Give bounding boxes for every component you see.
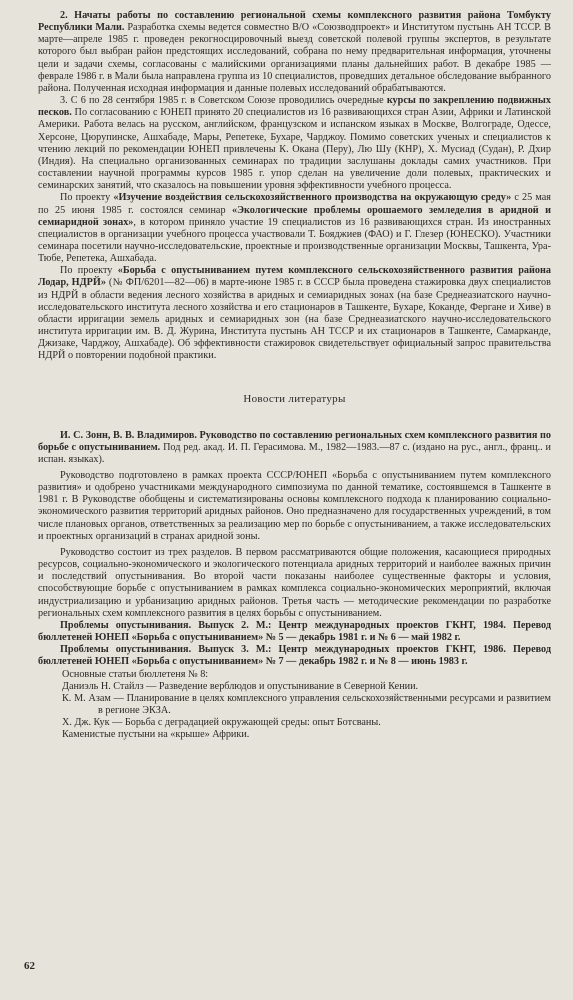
bibliography-entry xyxy=(38,620,551,644)
paragraph-guide-summary: Руководство подготовлено в рамках проекта СССР/ЮНЕП «Борьба с опустыниванием путем комплексного развития» и одобрено участниками международного симпозиума по данной тематике, состоявшемся в Ташкенте в 1981 г. В Руководстве обобщены и систематизированы основы комплексного подхода к планированию социально-экономического развития территорий аридных районов. Оно предназначено для государственных учреждений, в том числе плановых органов, ответственных за реализацию мер по борьбе с опустыниванием, а также исследовательских и проектных организаций в странах аридной зоны. xyxy=(38,470,551,542)
article-item: Каменистые пустыни на «крыше» Африки. xyxy=(62,729,250,741)
paragraph-text: Разработка схемы ведется совместно В/О «Союзводпроект» и Институтом пустынь АН ТССР. В марте—апреле 1985 г. проведен рекогносцировочный выезд советской полевой группы экспертов, в результате которого был выбран район предстоящих исследований, собрана по нему предварительная информация, уточнены цели и задачи схемы, согласованы с малийскими организациями планы дальнейших работ. В декабре 1985 — феврале 1986 г. в Мали была направлена группа из 10 специалистов, проведших детальное обследование выбранного района. Полученная исходная информация и данные полевых исследований обрабатываются. xyxy=(38,22,551,94)
paragraph-text: По согласованию с ЮНЕП принято 20 специалистов из 16 развивающихся стран Азии, Африки и Латинской Америки. Работа велась на русском, английском, французском и испанском языках в Москве, Волгограде, Одессе, Херсоне, Цюрупинске, Ашхабаде, Мары, Репетеке, Бухаре, Чарджоу. Помимо советских ученых и специалистов к чтению лекций по рекомендации ЮНЕП привлечены К. Окана (Перу), Лю Шу (КНР), Х. Мусиад (Судан), Р. Дхир (Индия). На специально организованных семинарах по традиции заслушаны доклады самих участников. При составлении научной программы курсов 1985 г. упор сделан на увеличение доли полевых, практических и семинарских занятий, что сказалось на повышении уровня эффективности учебного процесса. xyxy=(38,107,551,192)
paragraph-seminar xyxy=(38,192,551,265)
paragraph-lead: 2. Начаты работы по составлению региональной схемы комплексного развития района Томбукту Республики Мали. xyxy=(38,10,551,34)
paragraph-lodar xyxy=(38,265,551,362)
paragraph-bold: курсы по закреплению подвижных песков. xyxy=(38,95,551,119)
bibliography-details: Под ред. акад. И. П. Герасимова. М., 1982—1983.—87 с. (издано на рус., англ., франц.. и испан. языках). xyxy=(38,441,551,465)
paragraph-bold: «Борьба с опустыниванием путем комплексного сельскохозяйственного развития района Лодар, НДРЙ» xyxy=(38,265,552,289)
paragraph-text: (№ ФП/6201—82—06) в марте-июне 1985 г. в СССР была проведена стажировка двух специалистов из НДРЙ в области ведения лесного хозяйства в аридных и семиаридных зонах (на базе Среднеазиатского научно-исследовательского института лесного хозяйства и его стационаров в Ташкенте, Бухаре, Коканде, Фергане и Хиве) в области ирригации земель аридных и семиаридных зон (на базе Среднеазиатского научно-исследовательского института ирригации им. В. Д. Журина, Института пустынь АН ТССР и их стационаров в Ташкенте, Самарканде, Джизаке, Чарджоу, Ашхабаде). Об эффективности стажировок свидетельствует официальный запрос правительства НДРЙ о повторении подобной практики. xyxy=(38,277,552,362)
paragraph-bold: «Изучение воздействия сельскохозяйственного производства на окружающую среду» xyxy=(113,192,512,204)
page-number: 62 xyxy=(24,960,35,972)
paragraph-sand-courses xyxy=(38,95,551,192)
article-item: Даниэль Н. Стайлз — Разведение верблюдов и опустынивание в Северной Кении. xyxy=(62,680,419,692)
paragraph-text: По проекту xyxy=(60,192,114,204)
bibliography-title: И. С. Зонн, В. В. Владимиров. Руководство по составлению региональных схем комплексного развития по борьбе с опустыниванием. xyxy=(38,429,551,453)
paragraph-tombouctou xyxy=(38,10,551,95)
paragraph-text: По проекту xyxy=(60,265,118,277)
articles-heading: Основные статьи бюллетеня № 8: xyxy=(62,668,209,680)
bibliography-title: Проблемы опустынивания. Выпуск 2. М.: Центр международных проектов ГКНТ, 1984. Перевод бюллетеней ЮНЕП «Борьба с опустыниванием» № 5 — декабрь 1981 г. и № 6 — май 1982 г. xyxy=(38,619,551,644)
paragraph-bold: «Экологические проблемы орошаемого земледелия в аридной и семиаридной зонах» xyxy=(38,204,551,228)
paragraph-text: с 25 мая по 25 июня 1985 г. состоялся семинар xyxy=(38,192,551,216)
section-title: Новости литературы xyxy=(243,392,346,405)
article-item: К. М. Азам — Планирование в целях комплексного управления сельскохозяйственными ресурсами и развитием в регионе ЭКЗА. xyxy=(62,692,551,716)
bibliography-entry xyxy=(38,644,551,668)
bibliography-title: Проблемы опустынивания. Выпуск 3. М.: Центр международных проектов ГКНТ, 1986. Перевод бюллетеней ЮНЕП «Борьба с опустыниванием» № 7 — декабрь 1982 г. и № 8 — июнь 1983 г. xyxy=(38,644,551,668)
article-item: Х. Дж. Кук — Борьба с деградацией окружающей среды: опыт Ботсваны. xyxy=(62,717,381,729)
paragraph-text: , в котором приняло участие 19 специалистов из 16 развивающихся стран. Из иностранных специалистов в организации учебного процесса участвовали Т. Бояджиев (ФАО) и Г. Глезер (ЮНЕСКО). Участники семинара посетили научно-исследовательские, проектные и производственные организации Москвы, Ташкента, Ура-Тюбе, Репетека, Ашхабада. xyxy=(38,216,551,265)
bibliography-entry xyxy=(38,430,551,466)
paragraph-guide-structure: Руководство состоит из трех разделов. В первом рассматриваются общие положения, касающиеся природных ресурсов, социально-экономического и экологического потенциала аридных территорий и наиболее важных причин и последствий опустынивания. Во второй части показаны наиболее существенные факторы и условия, способствующие борьбе с опустыниванием в рамках комплекса социально-экономических мероприятий, включая индустриализацию и урбанизацию аридных районов. Третья часть — методические рекомендации по разработке региональных схем комплексного развития в целях борьбы с опустыниванием. xyxy=(38,546,551,619)
paragraph-text: 3. С 6 по 28 сентября 1985 г. в Советском Союзе проводились очередные xyxy=(60,95,387,107)
